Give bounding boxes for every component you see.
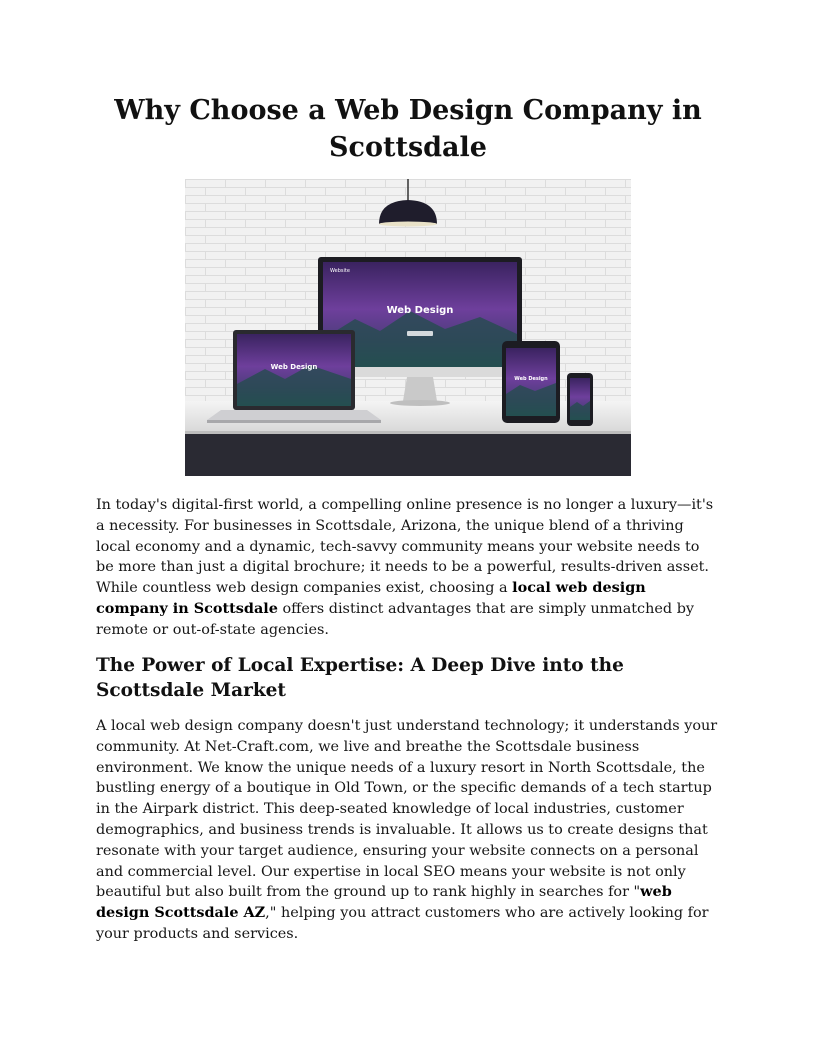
section-heading: The Power of Local Expertise: A Deep Dive into the Scottsdale Market (96, 655, 624, 701)
monitor-screen-text: Web Design (386, 305, 454, 316)
section-paragraph (96, 716, 720, 945)
page-title: Why Choose a Web Design Company in Scottsdale (114, 95, 702, 163)
section-text-2: ," helping you attract customers who are actively looking for your products and services. (96, 905, 709, 942)
tablet-screen-text: Web Design (514, 376, 548, 382)
intro-text-2: offers distinct advantages that are simply unmatched by remote or out-of-state agencies. (96, 600, 695, 638)
section-text-1: A local web design company doesn't just understand technology; it understands your community. At Net-Craft.com, we live and breathe the Scottsdale business environment. We know the unique needs of a luxury resort in North Scottsdale, the bustling energy of a boutique in Old Town, or the specific demands of a tech startup in the Airpark district. This deep-seated knowledge of local industries, customer demographics, and business trends is invaluable. It allows us to create designs that resonate with your target audience, ensuring your website connects on a personal and commercial level. Our expertise in local SEO means your website is not only beautiful but also built from the ground up to rank highly in searches for " (96, 718, 718, 901)
section-bold-keyword: web design Scottsdale AZ (96, 883, 672, 922)
monitor-logo-text: Website (330, 268, 350, 274)
intro-paragraph (96, 495, 720, 641)
hero-image (185, 179, 631, 476)
intro-text-1: In today's digital-first world, a compelling online presence is no longer a luxury—it's a necessity. For businesses in Scottsdale, Arizona, the unique blend of a thriving local economy and a dynamic, tech-savvy community means your website needs to be more than just a digital brochure; it needs to be a powerful, results-driven asset. While countless web design companies exist, choosing a (96, 497, 714, 597)
intro-bold-keyword: local web design company in Scottsdale (96, 579, 646, 617)
laptop-screen-text: Web Design (270, 363, 318, 371)
